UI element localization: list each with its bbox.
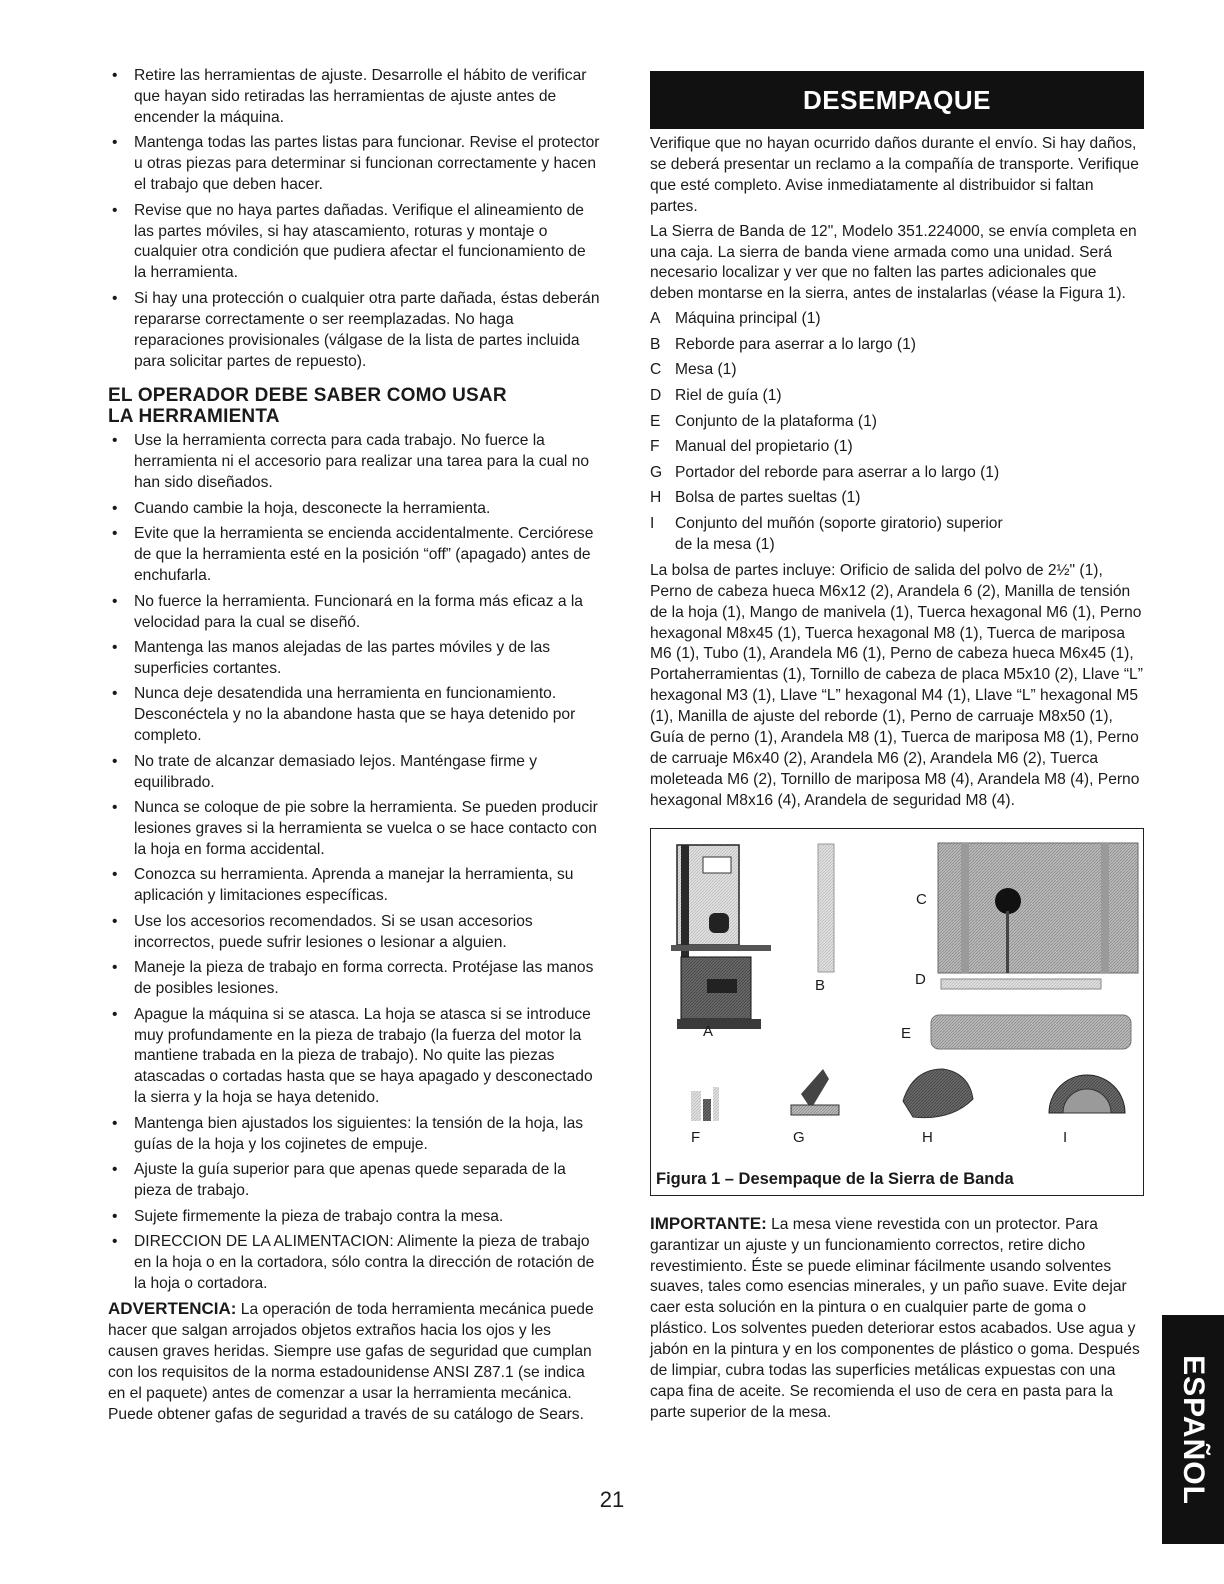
figure-caption: Figura 1 – Desempaque de la Sierra de Banda <box>656 1169 1014 1188</box>
figure-label-i: I <box>1063 1128 1068 1146</box>
list-item: • Mantenga bien ajustados los siguientes: la tensión de la hoja, las guías de la hoja y los cojinetes de empuje. <box>112 1114 584 1153</box>
page-number: 21 <box>599 1487 625 1512</box>
warning-paragraph: ADVERTENCIA: La operación de toda herramienta mecánica puede hacer que salgan arrojados objetos extraños hacia los ojos y les causen graves heridas. Siempre use gafas de seguridad que cumplan con los requisitos de la norma estadounidense ANSI Z87.1 (se indica en el paquete) antes de comenzar a usar la herramienta mecánica. Puede obtener gafas de seguridad a través de su catálogo de Sears. <box>108 1299 594 1423</box>
list-item: • No fuerce la herramienta. Funcionará en la forma más eficaz a la velocidad para la cual se diseñó. <box>112 592 583 631</box>
list-item: • Retire las herramientas de ajuste. Desarrolle el hábito de verificar que hayan sido retiradas las herramientas de ajuste antes de encender la máquina. <box>112 67 587 126</box>
rip-fence-image <box>818 844 834 972</box>
figure-label-b: B <box>815 976 826 994</box>
list-item: • Sujete firmemente la pieza de trabajo contra la mesa. <box>112 1207 504 1225</box>
guide-rail-image <box>941 979 1101 989</box>
list-item: • DIRECCION DE LA ALIMENTACION: Alimente la pieza de trabajo en la hoja o en la cortadora, sólo contra la dirección de rotación de la hoja o cortadora. <box>112 1233 595 1292</box>
list-item: G Portador del reborde para aserrar a lo largo (1) <box>650 463 1000 481</box>
list-item: • Revise que no haya partes dañadas. Verifique el alineamiento de las partes móviles, si hay atascamiento, roturas y montaje o cualquier otra condición que pudiera afectar el funcionamiento de la herramienta. <box>112 201 586 282</box>
list-item: • Maneje la pieza de trabajo en forma correcta. Protéjase las manos de posibles lesiones. <box>112 959 594 998</box>
list-item: • Nunca deje desatendida una herramienta en funcionamiento. Desconéctela y no la abandone hasta que se haya detenido por completo. <box>112 685 576 745</box>
list-item: F Manual del propietario (1) <box>650 438 853 456</box>
figure-label-a: A <box>703 1022 714 1040</box>
list-item: • Apague la máquina si se atasca. La hoja se atasca si se introduce muy profundamente en la pieza de trabajo (la fuerza del motor la mantiene trabada en la pieza de trabajo). No quite las piezas atascadas o cortadas hasta que se haya apagado y desconectado la sierra y la hoja se haya detenido. <box>112 1005 593 1107</box>
list-item: A Máquina principal (1) <box>650 310 821 328</box>
loose-parts-bag-image <box>903 1069 973 1118</box>
figure-label-g: G <box>793 1128 805 1146</box>
important-label: IMPORTANTE: <box>650 1213 767 1233</box>
list-item: E Conjunto de la plataforma (1) <box>650 412 877 430</box>
right-column <box>650 66 1144 1428</box>
important-paragraph: IMPORTANTE: La mesa viene revestida con un protector. Para garantizar un ajuste y un funcionamiento correctos, retire dicho revestimiento. Éste se puede eliminar fácilmente usando solventes suaves, tales como esencias minerales, y un paño suave. Evite dejar caer esta solución en la pintura o en cualquier parte de goma o plástico. Los solventes pueden deteriorar estos acabados. Use agua y jabón en la pintura y en los componentes de plástico o goma. Después de limpiar, cubra todas las superficies metálicas expuestas con una capa fina de aceite. Se recomienda el uso de cera en pasta para la parte superior de la mesa. <box>650 1213 1140 1421</box>
owners-manual-image <box>691 1087 719 1121</box>
figure-unpacking <box>650 828 1144 1196</box>
list-item: • Cuando cambie la hoja, desconecte la herramienta. <box>112 499 491 517</box>
list-item: • Evite que la herramienta se encienda accidentalmente. Cerciórese de que la herramienta esté en la posición “off” (apagado) antes de enchufarla. <box>112 525 594 585</box>
parts-list <box>650 309 1144 556</box>
list-item: H Bolsa de partes sueltas (1) <box>650 489 861 507</box>
figure-illustration <box>651 829 1142 1195</box>
operator-bullet-list <box>108 431 600 1294</box>
table-image <box>938 843 1138 973</box>
list-item: • Ajuste la guía superior para que apenas quede separada de la pieza de trabajo. <box>112 1161 566 1200</box>
section-heading-operator: EL OPERADOR DEBE SABER COMO USAR LA HERRAMIENTA <box>108 385 507 428</box>
section-banner-unpacking: DESEMPAQUE <box>650 71 1144 129</box>
list-item: C Mesa (1) <box>650 361 737 379</box>
band-saw-machine-image <box>671 845 771 1029</box>
list-item: • Mantenga las manos alejadas de las partes móviles y de las superficies cortantes. <box>112 639 551 677</box>
left-column <box>108 66 600 1430</box>
list-item: • Use los accesorios recomendados. Si se usan accesorios incorrectos, puede sufrir lesiones o lesionar a alguien. <box>112 912 533 951</box>
figure-label-d: D <box>915 970 926 988</box>
list-item: D Riel de guía (1) <box>650 387 782 405</box>
figure-label-f: F <box>691 1128 701 1146</box>
list-item: • Si hay una protección o cualquier otra parte dañada, éstas deberán repararse correctamente o ser reemplazadas. No haga reparaciones provisionales (válgase de la lista de partes incluida para solicitar partes de repuesto). <box>112 289 600 370</box>
list-item: B Reborde para aserrar a lo largo (1) <box>650 335 916 353</box>
list-item: I Conjunto del muñón (soporte giratorio) superior de la mesa (1) <box>650 515 1003 553</box>
list-item: • No trate de alcanzar demasiado lejos. Manténgase firme y equilibrado. <box>112 752 538 791</box>
fence-carrier-image <box>791 1069 839 1115</box>
figure-label-c: C <box>916 890 927 908</box>
list-item: • Use la herramienta correcta para cada trabajo. No fuerce la herramienta ni el accesorio para realizar una tarea para la cual no han sido diseñados. <box>112 432 590 492</box>
list-item: • Mantenga todas las partes listas para funcionar. Revise el protector u otras piezas para determinar si funcionan correctamente y hacen el trabajo que deben hacer. <box>112 134 600 194</box>
stand-assembly-image <box>931 1015 1131 1049</box>
language-tab: ESPAÑOL <box>1162 1315 1224 1544</box>
shipping-paragraph: Verifique que no hayan ocurrido daños durante el envío. Si hay daños, se deberá presentar un reclamo a la compañía de transporte. Verifique que esté completo. Avise inmediatamente al distribuidor si faltan partes. <box>650 135 1139 215</box>
warning-label: ADVERTENCIA: <box>108 1299 237 1319</box>
intro-bullet-list <box>108 66 600 372</box>
list-item: • Nunca se coloque de pie sobre la herramienta. Se pueden producir lesiones graves si la herramienta se vuelca o se hace contacto con la hoja en forma accidental. <box>112 799 598 858</box>
parts-bag-paragraph: La bolsa de partes incluye: Orificio de salida del polvo de 2½" (1), Perno de cabeza hueca M6x12 (2), Arandela 6 (2), Manilla de tensión de la hoja (1), Mango de manivela (1), Tuerca hexagonal M6 (1), Perno hexagonal M8x45 (1), Tuerca hexagonal M8 (1), Tuerca de mariposa M6 (1), Tubo (1), Arandela M6 (1), Perno de cabeza hueca M6x45 (1), Portaherramientas (1), Tornillo de cabeza de placa M5x10 (2), Llave “L” hexagonal M3 (1), Llave “L” hexagonal M4 (1), Llave “L” hexagonal M5 (1), Manilla de ajuste del reborde (1), Perno de carruaje M8x50 (1), Guía de perno (1), Arandela M8 (1), Tuerca de mariposa M8 (1), Perno de carruaje M6x40 (2), Arandela M6 (2), Arandela M6 (2), Tuerca moleteada M6 (2), Tornillo de mariposa M8 (4), Arandela M8 (4), Perno hexagonal M8x16 (4), Arandela de seguridad M8 (4). <box>650 561 1143 809</box>
trunnion-assembly-image <box>1049 1075 1125 1113</box>
figure-label-h: H <box>922 1128 933 1146</box>
contents-paragraph: La Sierra de Banda de 12", Modelo 351.224000, se envía completa en una caja. La sierra de banda viene armada como una unidad. Será necesario localizar y ver que no falten las partes adicionales que deben montarse en la sierra, antes de instalarlas (véase la Figura 1). <box>650 222 1137 303</box>
list-item: • Conozca su herramienta. Aprenda a manejar la herramienta, su aplicación y limitaciones específicas. <box>112 866 574 905</box>
figure-label-e: E <box>901 1024 912 1042</box>
